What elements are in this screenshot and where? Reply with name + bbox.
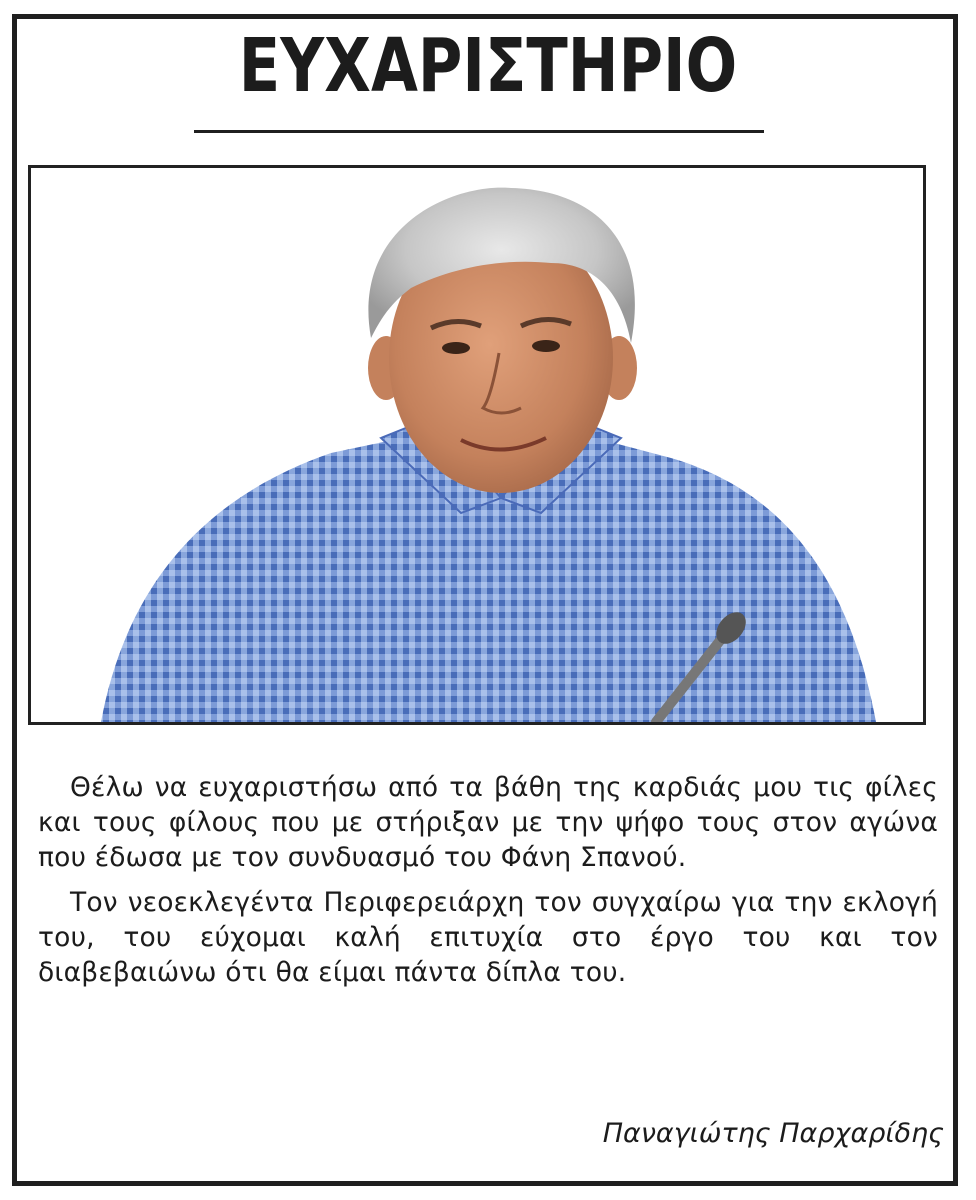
notice-title: ΕΥΧΑΡΙΣΤΗΡΙΟ: [238, 23, 738, 109]
signature: Παναγιώτης Παρχαρίδης: [602, 1118, 944, 1149]
notice-paragraph-1: Θέλω να ευχαριστήσω από τα βάθη της καρδιάς μου τις φίλες και τους φίλους που με στήριξαν με την ψήφο τους στον αγώνα που έδωσα με τον συνδυασμό του Φάνη Σπανού.: [38, 772, 938, 873]
portrait-illustration: [31, 168, 923, 722]
title-divider: [194, 130, 764, 133]
portrait-photo: [28, 165, 926, 725]
notice-body: [38, 770, 938, 1000]
notice-paragraph-2: Τον νεοεκλεγέντα Περιφερειάρχη τον συγχαίρω για την εκλογή του, του εύχομαι καλή επιτυχία στο έργο του και τον διαβεβαιώνω ότι θα είμαι πάντα δίπλα του.: [38, 887, 938, 988]
